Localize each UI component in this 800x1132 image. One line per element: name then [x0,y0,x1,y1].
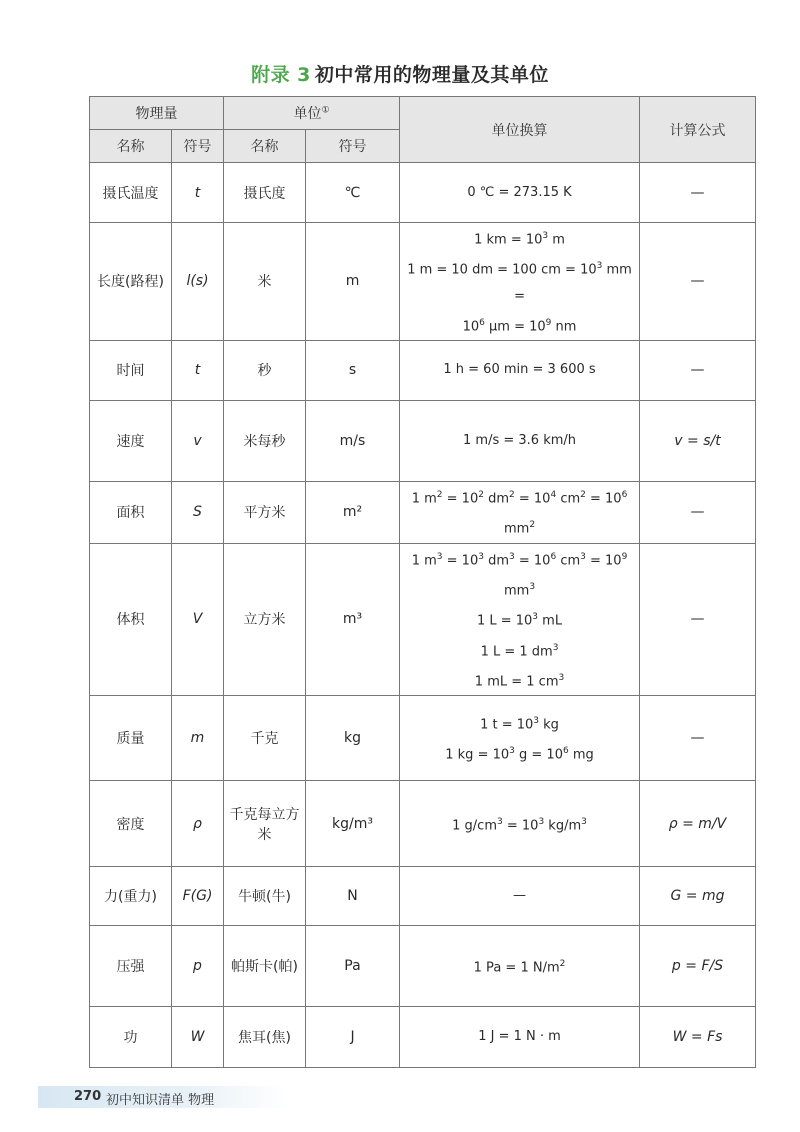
cell-unit-name: 秒 [224,340,306,400]
cell-quantity-name: 力(重力) [90,867,172,926]
header-formula: 计算公式 [640,97,756,163]
cell-conversion: 1 $t = 10^3$ kg 1 kg = $10^3$ $g = 10^6$ mg [400,696,640,781]
cell-formula: p = F/S [640,926,756,1007]
cell-formula: — [640,696,756,781]
cell-quantity-name: 质量 [90,696,172,781]
cell-quantity-symbol: t [172,163,224,223]
header-name: 名称 [90,130,172,163]
page-footer [38,1086,288,1108]
header-unit-symbol: 符号 [306,130,400,163]
cell-quantity-symbol: ρ [172,781,224,867]
cell-conversion: 1 $m^3 = 10^3$ $dm^3 = 10^6$ $cm^3 = 10^9$ $mm^3$ 1 $L = 10^3$ mL 1 L = 1 $dm^3$ 1 mL = 1 $cm^3$ [400,543,640,696]
appendix-title: 初中常用的物理量及其单位 [314,64,549,86]
cell-quantity-symbol: l(s) [172,223,224,341]
cell-formula: — [640,481,756,543]
cell-quantity-symbol: t [172,340,224,400]
cell-formula: — [640,340,756,400]
cell-formula: ρ = m/V [640,781,756,867]
cell-conversion: 1 km = $10^3$ m 1 m = 10 dm = 100 cm = $10^3$ mm = $10^6$ $\mu m = 10^9$ nm [400,223,640,341]
cell-conversion: 1 $m^2 = 10^2$ $dm^2 = 10^4$ $cm^2 = 10^6$ $mm^2$ [400,481,640,543]
table-header [90,97,756,163]
cell-conversion: 1 Pa = 1 $N/m^2$ [400,926,640,1007]
table-row [90,1007,756,1068]
cell-unit-symbol: J [306,1007,400,1068]
cell-unit-symbol: Pa [306,926,400,1007]
cell-quantity-name: 体积 [90,543,172,696]
book-title: 初中知识清单 物理 [106,1093,215,1108]
table-row [90,223,756,341]
table-row [90,163,756,223]
table-row [90,867,756,926]
cell-formula: v = s/t [640,400,756,481]
cell-unit-symbol: N [306,867,400,926]
header-unit: 单位① [224,97,400,130]
table-row [90,543,756,696]
cell-quantity-name: 速度 [90,400,172,481]
cell-unit-symbol: m³ [306,543,400,696]
cell-unit-symbol: s [306,340,400,400]
header-unit-name: 名称 [224,130,306,163]
cell-formula: — [640,163,756,223]
header-symbol: 符号 [172,130,224,163]
cell-conversion: 1 J = 1 N · m [400,1007,640,1068]
cell-quantity-name: 密度 [90,781,172,867]
cell-formula: G = mg [640,867,756,926]
cell-quantity-name: 功 [90,1007,172,1068]
cell-quantity-symbol: p [172,926,224,1007]
page-number: 270 [74,1089,102,1104]
header-conversion: 单位换算 [400,97,640,163]
cell-quantity-symbol: V [172,543,224,696]
cell-quantity-symbol: S [172,481,224,543]
cell-unit-name: 立方米 [224,543,306,696]
cell-quantity-symbol: F(G) [172,867,224,926]
cell-unit-symbol: m² [306,481,400,543]
cell-unit-name: 千克 [224,696,306,781]
table-row [90,400,756,481]
table-row [90,696,756,781]
cell-formula: W = Fs [640,1007,756,1068]
cell-formula: — [640,223,756,341]
physics-quantities-table [89,96,756,1068]
header-quantity: 物理量 [90,97,224,130]
cell-quantity-symbol: v [172,400,224,481]
cell-unit-symbol: m [306,223,400,341]
cell-quantity-name: 长度(路程) [90,223,172,341]
cell-conversion: 1 h = 60 min = 3 600 s [400,340,640,400]
cell-unit-name: 千克每立方米 [224,781,306,867]
footnote-marker: ① [321,105,330,116]
appendix-label: 附录 3 [251,64,311,86]
cell-unit-name: 平方米 [224,481,306,543]
cell-quantity-symbol: W [172,1007,224,1068]
cell-quantity-symbol: m [172,696,224,781]
cell-unit-symbol: m/s [306,400,400,481]
table-row [90,340,756,400]
page-title [0,60,800,87]
cell-quantity-name: 时间 [90,340,172,400]
cell-quantity-name: 面积 [90,481,172,543]
table-row [90,481,756,543]
cell-unit-name: 牛顿(牛) [224,867,306,926]
cell-formula: — [640,543,756,696]
cell-unit-symbol: ℃ [306,163,400,223]
cell-unit-name: 焦耳(焦) [224,1007,306,1068]
cell-quantity-name: 压强 [90,926,172,1007]
cell-unit-name: 米 [224,223,306,341]
cell-unit-symbol: kg [306,696,400,781]
cell-unit-name: 米每秒 [224,400,306,481]
cell-unit-name: 摄氏度 [224,163,306,223]
cell-unit-name: 帕斯卡(帕) [224,926,306,1007]
cell-conversion: 1 $g/cm^3 = 10^3$ $kg/m^3$ [400,781,640,867]
table-row [90,926,756,1007]
cell-conversion: 0 ℃ = 273.15 K [400,163,640,223]
table-body [90,163,756,1068]
table-row [90,781,756,867]
cell-unit-symbol: kg/m³ [306,781,400,867]
cell-quantity-name: 摄氏温度 [90,163,172,223]
cell-conversion: — [400,867,640,926]
cell-conversion: 1 m/s = 3.6 km/h [400,400,640,481]
